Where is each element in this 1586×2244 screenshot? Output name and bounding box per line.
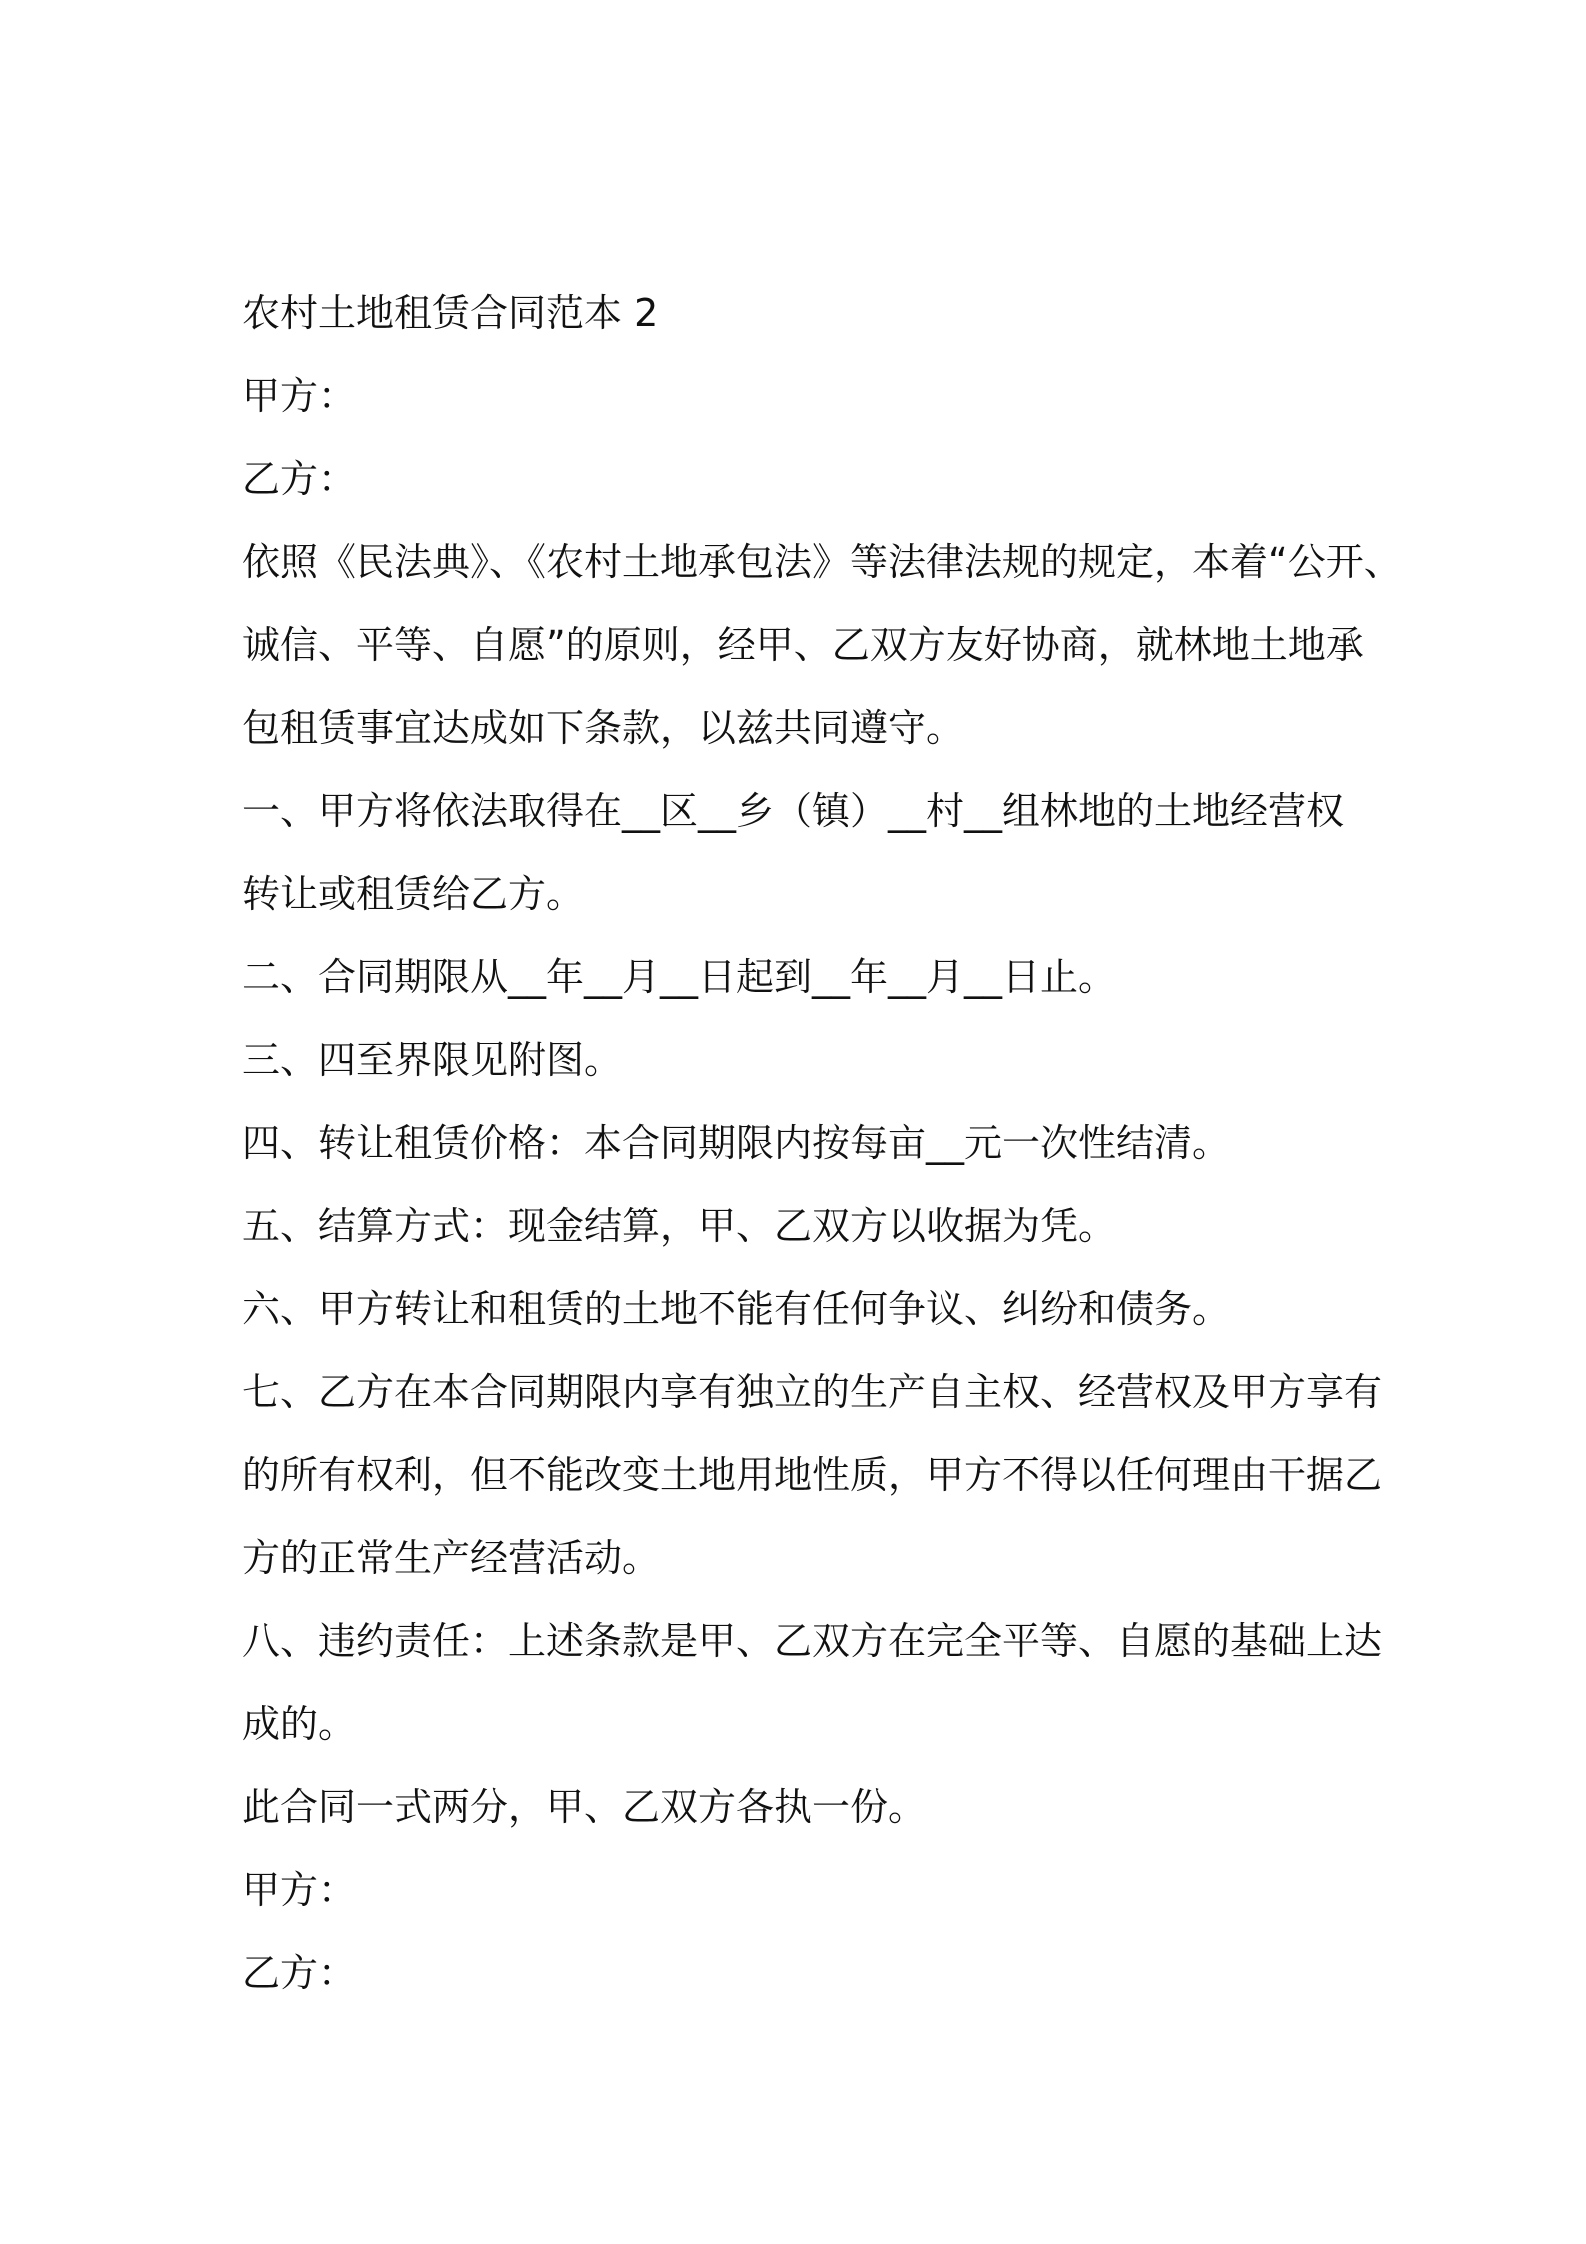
clause-7-line: 七、乙方在本合同期限内享有独立的生产自主权、经营权及甲方享有 xyxy=(242,1370,1383,1414)
party-b-label: 乙方： xyxy=(242,457,357,501)
copies-note: 此合同一式两分，甲、乙双方各执一份。 xyxy=(242,1785,927,1829)
preamble-line: 包租赁事宜达成如下条款，以兹共同遵守。 xyxy=(242,706,965,750)
clause-6-line: 六、甲方转让和租赁的土地不能有任何争议、纠纷和债务。 xyxy=(242,1287,1231,1331)
preamble-line: 诚信、平等、自愿”的原则，经甲、乙双方友好协商，就林地土地承 xyxy=(242,623,1364,667)
document-body xyxy=(242,272,1402,2015)
clause-1-line: 转让或租赁给乙方。 xyxy=(242,872,585,916)
preamble-line: 依照《民法典》、《农村土地承包法》等法律法规的规定，本着“公开、 xyxy=(242,540,1402,584)
signature-party-b: 乙方： xyxy=(242,1951,357,1995)
clause-2-line: 二、合同期限从__年__月__日起到__年__月__日止。 xyxy=(242,955,1117,999)
clause-8-line: 八、违约责任：上述条款是甲、乙双方在完全平等、自愿的基础上达 xyxy=(242,1619,1383,1663)
document-title: 农村土地租赁合同范本 2 xyxy=(242,291,659,335)
clause-7-line: 方的正常生产经营活动。 xyxy=(242,1536,661,1580)
clause-1-line: 一、甲方将依法取得在__区__乡（镇）__村__组林地的土地经营权 xyxy=(242,789,1345,833)
party-a-label: 甲方： xyxy=(242,374,357,418)
clause-4-line: 四、转让租赁价格：本合同期限内按每亩__元一次性结清。 xyxy=(242,1121,1231,1165)
signature-party-a: 甲方： xyxy=(242,1868,357,1912)
clause-5-line: 五、结算方式：现金结算，甲、乙双方以收据为凭。 xyxy=(242,1204,1117,1248)
clause-7-line: 的所有权利，但不能改变土地用地性质，甲方不得以任何理由干据乙 xyxy=(242,1453,1383,1497)
clause-3-line: 三、四至界限见附图。 xyxy=(242,1038,623,1082)
clause-8-line: 成的。 xyxy=(242,1702,357,1746)
